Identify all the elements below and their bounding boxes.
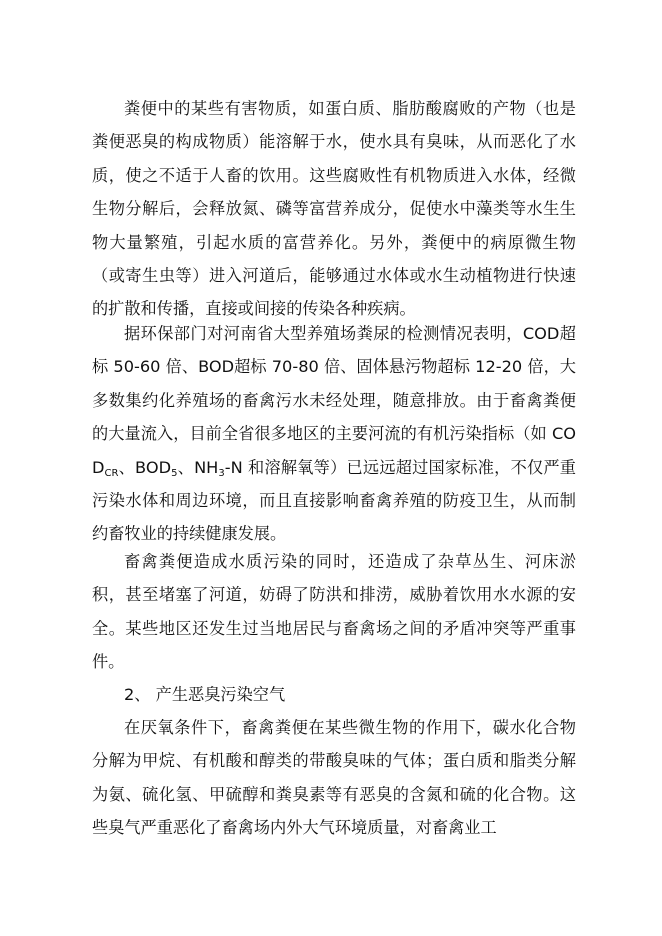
section-heading: 2、 产生恶臭污染空气: [124, 685, 286, 704]
paragraph-odor-pollution: 在厌氧条件下，畜禽粪便在某些微生物的作用下，碳水化合物分解为甲烷、有机酸和醇类的带酸臭味的气体；蛋白质和脂类分解为氨、硫化氢、甲硫醇和粪臭素等有恶臭的含氮和硫的化合物。这些臭气严重恶化了畜禽场内外大气环境质量，对畜禽业工: [92, 718, 576, 838]
text-run: 据环保部门对河南省大型养殖场粪尿的检测情况表明，COD超标 50-60 倍、BOD超标 70-80 倍、固体悬污物超标 12-20 倍，大多数集约化养殖场的畜禽污水未经处理，随意排放。由于畜禽粪便的大量流入，目前全省很多地区的主要河流的有机污染指标（如 COD: [92, 324, 576, 477]
paragraph-monitoring-data: [92, 317, 576, 551]
paragraph-water-pollution: 粪便中的某些有害物质，如蛋白质、脂肪酸腐败的产物（也是粪便恶臭的构成物质）能溶解于水，使水具有臭味，从而恶化了水质，使之不适于人畜的饮用。这些腐败性有机物质进入水体，经微生物分解后，会释放氮、磷等富营养成分，促使水中藻类等水生生物大量繁殖，引起水质的富营养化。另外，粪便中的病原微生物（或寄生虫等）进入河道后，能够通过水体或水生动植物进行快速的扩散和传播，直接或间接的传染各种疾病。: [92, 99, 576, 319]
text-run: -N 和溶解氧等）已远远超过国家标准，不仅严重污染水体和周边环境，而且直接影响畜禽养殖的防疫卫生，从而制约畜牧业的持续健康发展。: [92, 457, 576, 544]
subscript-5: 5: [171, 467, 178, 479]
text-run: 、NH: [177, 457, 219, 477]
subscript-cr: CR: [104, 467, 119, 479]
subscript-3: 3: [218, 467, 225, 479]
text-run: 、BOD: [118, 457, 172, 477]
paragraph-river-blockage: 畜禽粪便造成水质污染的同时，还造成了杂草丛生、河床淤积，甚至堵塞了河道，妨碍了防洪和排涝，威胁着饮用水水源的安全。某些地区还发生过当地居民与畜禽场之间的矛盾冲突等严重事件。: [92, 552, 576, 672]
